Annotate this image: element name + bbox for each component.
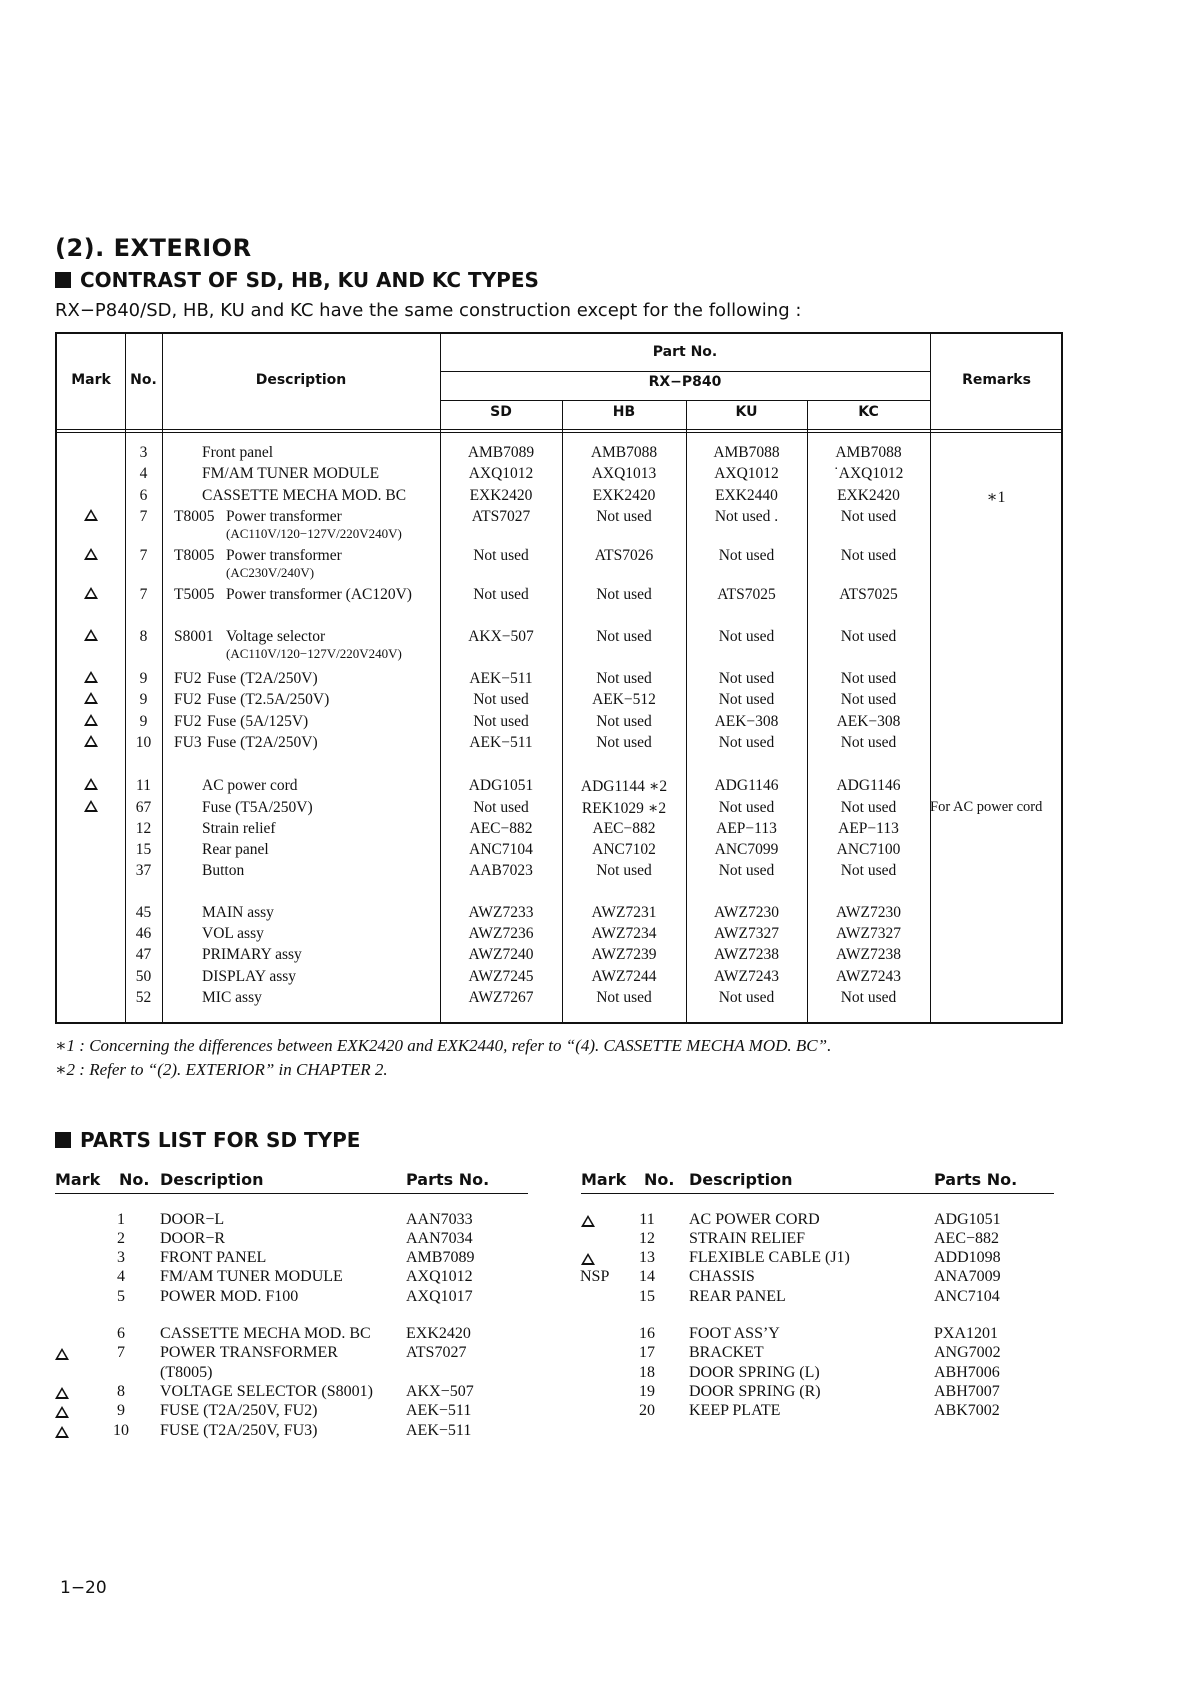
- ku-cell: Not used: [718, 547, 775, 564]
- description-cell: AC POWER CORD: [689, 1211, 820, 1228]
- no-cell: 67: [135, 799, 152, 816]
- kc-cell: EXK2420: [837, 487, 900, 504]
- parts-header-rule: [581, 1193, 1054, 1194]
- parts-no-cell: AMB7089: [406, 1249, 475, 1266]
- description-continuation: (AC230V/240V): [226, 565, 315, 580]
- warning-triangle-icon: [581, 1253, 595, 1265]
- parts-no-cell: AXQ1017: [406, 1288, 473, 1305]
- parts-header-rule: [55, 1193, 528, 1194]
- ku-cell: Not used: [718, 862, 775, 879]
- parts-no-cell: ABK7002: [934, 1402, 1000, 1419]
- no-cell: 6: [139, 487, 148, 504]
- description-cell: FRONT PANEL: [160, 1249, 267, 1266]
- description-cell: Fuse (T2A/250V): [207, 734, 318, 751]
- kc-cell: AWZ7238: [835, 946, 902, 963]
- kc-cell: AEP−113: [838, 820, 899, 837]
- hb-cell: Not used: [596, 586, 652, 603]
- no-cell: 7: [139, 547, 148, 564]
- parts-no-cell: ADG1051: [934, 1211, 1001, 1228]
- kc-cell: Not used: [840, 799, 897, 816]
- no-cell: 37: [135, 862, 152, 879]
- description-cell: Rear panel: [202, 841, 269, 858]
- description-cell: DOOR−R: [160, 1230, 226, 1247]
- ku-cell: EXK2440: [715, 487, 778, 504]
- header-description: Description: [255, 372, 347, 388]
- no-cell: 8: [117, 1383, 125, 1400]
- no-cell: 9: [139, 713, 148, 730]
- sd-cell: AWZ7233: [468, 904, 534, 921]
- warning-triangle-icon: [84, 800, 98, 812]
- description-cell: Button: [202, 862, 245, 879]
- parts-header-parts-no: Parts No.: [934, 1170, 1018, 1189]
- description-cell: Fuse (T2A/250V): [207, 670, 318, 687]
- description-cell: Voltage selector: [226, 628, 326, 645]
- mark-cell: [57, 586, 125, 604]
- mark-cell: NSP: [580, 1268, 610, 1285]
- ku-cell: AWZ7243: [713, 968, 780, 985]
- header-part-no: Part No.: [652, 344, 718, 360]
- description-cell: (T8005): [160, 1364, 213, 1381]
- ku-cell: AXQ1012: [714, 465, 779, 482]
- table-row: [57, 628, 1061, 661]
- no-cell: 47: [135, 946, 152, 963]
- no-cell: 17: [639, 1344, 655, 1361]
- no-cell: 7: [139, 586, 148, 603]
- header-mark: Mark: [71, 372, 111, 388]
- table-row: [57, 989, 1061, 1011]
- sd-cell: AAB7023: [469, 862, 533, 879]
- no-cell: 18: [639, 1364, 655, 1381]
- table-row: [57, 777, 1061, 799]
- no-cell: 12: [639, 1230, 655, 1247]
- hb-cell: AWZ7239: [591, 946, 657, 963]
- sd-cell: AXQ1012: [468, 465, 534, 482]
- mark-cell: [57, 547, 125, 565]
- description-cell: Front panel: [202, 444, 274, 461]
- no-cell: 7: [117, 1344, 125, 1361]
- ku-cell: AWZ7238: [713, 946, 780, 963]
- table-row: [57, 820, 1061, 842]
- table-rule: [57, 432, 1061, 433]
- table-rule: [440, 400, 930, 401]
- parts-no-cell: AEK−511: [406, 1402, 472, 1419]
- warning-triangle-icon: [84, 671, 98, 683]
- description-cell: FOOT ASS’Y: [689, 1325, 780, 1342]
- mark-cell: [57, 734, 125, 752]
- no-cell: 3: [139, 444, 148, 461]
- sd-cell: AKX−507: [468, 628, 534, 645]
- ku-cell: Not used .: [714, 508, 779, 525]
- kc-cell: ATS7025: [839, 586, 898, 603]
- sd-cell: AWZ7267: [468, 989, 534, 1006]
- description-cell: DOOR−L: [160, 1211, 225, 1228]
- table-row: [57, 508, 1061, 541]
- kc-cell: ADG1146: [836, 777, 901, 794]
- table-row: [57, 862, 1061, 884]
- header-ku: KU: [735, 404, 758, 420]
- table-row: [57, 799, 1061, 821]
- parts-no-cell: ATS7027: [406, 1344, 467, 1361]
- page-number: 1−20: [60, 1578, 107, 1598]
- ku-cell: Not used: [718, 799, 775, 816]
- parts-no-cell: ABH7006: [934, 1364, 1000, 1381]
- hb-cell: EXK2420: [592, 487, 656, 504]
- table-row: [57, 586, 1061, 608]
- no-cell: 8: [139, 628, 148, 645]
- warning-triangle-icon: [84, 629, 98, 641]
- description-cell: POWER TRANSFORMER: [160, 1344, 338, 1361]
- description-cell: FUSE (T2A/250V, FU2): [160, 1402, 318, 1419]
- ref-cell: FU2: [174, 713, 202, 730]
- mark-cell: [55, 1347, 69, 1365]
- ref-cell: T8005: [174, 508, 215, 525]
- intro-text: RX−P840/SD, HB, KU and KC have the same construction except for the following :: [55, 300, 802, 321]
- table-row: [57, 670, 1061, 692]
- no-cell: 11: [639, 1211, 655, 1228]
- hb-cell: AEK−512: [592, 691, 656, 708]
- footnotes: [55, 1034, 831, 1082]
- parts-no-cell: AEK−511: [406, 1422, 472, 1439]
- sd-cell: ADG1051: [468, 777, 534, 794]
- sd-cell: Not used: [473, 691, 529, 708]
- description-cell: Fuse (5A/125V): [207, 713, 309, 730]
- parts-no-cell: AEC−882: [934, 1230, 1000, 1247]
- mark-cell: [581, 1214, 595, 1232]
- hb-cell: AEC−882: [592, 820, 656, 837]
- description-cell: FLEXIBLE CABLE (J1): [689, 1249, 850, 1266]
- kc-cell: Not used: [840, 628, 897, 645]
- warning-triangle-icon: [84, 548, 98, 560]
- header-kc: KC: [858, 404, 879, 420]
- no-cell: 9: [117, 1402, 125, 1419]
- hb-cell: Not used: [596, 670, 652, 687]
- sd-cell: AEK−511: [469, 670, 533, 687]
- description-cell: BRACKET: [689, 1344, 764, 1361]
- table-rule: [57, 429, 1061, 430]
- ku-cell: AWZ7230: [713, 904, 780, 921]
- ku-cell: Not used: [718, 628, 775, 645]
- ref-cell: FU2: [174, 691, 202, 708]
- description-cell: Strain relief: [202, 820, 276, 837]
- hb-cell: Not used: [596, 713, 652, 730]
- kc-cell: ˙AXQ1012: [833, 465, 904, 482]
- ref-cell: FU3: [174, 734, 202, 751]
- hb-cell: ANC7102: [592, 841, 656, 858]
- kc-cell: AWZ7230: [835, 904, 902, 921]
- ku-cell: Not used: [718, 734, 775, 751]
- hb-cell: Not used: [596, 734, 652, 751]
- kc-cell: AWZ7243: [835, 968, 902, 985]
- description-cell: VOL assy: [202, 925, 264, 942]
- header-model: RX−P840: [648, 374, 722, 390]
- remarks-cell: ∗1: [986, 489, 1006, 506]
- contrast-title-text: CONTRAST OF SD, HB, KU AND KC TYPES: [80, 268, 539, 292]
- warning-triangle-icon: [84, 778, 98, 790]
- table-row: [57, 444, 1061, 466]
- no-cell: 16: [639, 1325, 655, 1342]
- description-cell: AC power cord: [202, 777, 298, 794]
- parts-no-cell: ANC7104: [934, 1288, 1000, 1305]
- no-cell: 11: [136, 777, 151, 794]
- parts-header-description: Description: [689, 1170, 793, 1189]
- kc-cell: Not used: [840, 508, 897, 525]
- table-row: [57, 946, 1061, 968]
- warning-triangle-icon: [55, 1426, 69, 1438]
- mark-cell: [57, 777, 125, 795]
- ref-cell: T8005: [174, 547, 215, 564]
- description-cell: MAIN assy: [202, 904, 274, 921]
- hb-cell: AWZ7234: [591, 925, 657, 942]
- contrast-title: [55, 268, 539, 292]
- description-cell: FUSE (T2A/250V, FU3): [160, 1422, 318, 1439]
- ref-cell: T5005: [174, 586, 215, 603]
- sd-cell: ATS7027: [471, 508, 531, 525]
- footnote-2: ∗2 : Refer to “(2). EXTERIOR” in CHAPTER 2.: [55, 1060, 388, 1079]
- parts-list-title-text: PARTS LIST FOR SD TYPE: [80, 1128, 361, 1152]
- hb-cell: AWZ7231: [591, 904, 657, 921]
- sd-cell: AWZ7236: [468, 925, 534, 942]
- parts-header-no: No.: [119, 1170, 150, 1189]
- description-continuation: (AC110V/120−127V/220V240V): [226, 646, 402, 661]
- ku-cell: AEK−308: [714, 713, 779, 730]
- table-row: [57, 691, 1061, 713]
- ku-cell: ANC7099: [714, 841, 779, 858]
- parts-header-no: No.: [644, 1170, 675, 1189]
- warning-triangle-icon: [84, 692, 98, 704]
- ref-cell: S8001: [174, 628, 214, 645]
- no-cell: 9: [139, 670, 148, 687]
- kc-cell: ANC7100: [836, 841, 901, 858]
- mark-cell: [55, 1425, 69, 1443]
- hb-cell: AWZ7244: [591, 968, 657, 985]
- description-cell: KEEP PLATE: [689, 1402, 781, 1419]
- mark-cell: [57, 799, 125, 817]
- warning-triangle-icon: [55, 1348, 69, 1360]
- sd-cell: Not used: [473, 713, 529, 730]
- no-cell: 9: [139, 691, 148, 708]
- description-cell: Power transformer: [226, 547, 342, 564]
- table-row: [57, 925, 1061, 947]
- no-cell: 52: [135, 989, 152, 1006]
- description-cell: DOOR SPRING (R): [689, 1383, 821, 1400]
- no-cell: 19: [639, 1383, 655, 1400]
- hb-cell: AXQ1013: [591, 465, 657, 482]
- mark-cell: [55, 1386, 69, 1404]
- mark-cell: [57, 508, 125, 526]
- parts-no-cell: AKX−507: [406, 1383, 474, 1400]
- parts-header-mark: Mark: [581, 1170, 627, 1189]
- description-cell: REAR PANEL: [689, 1288, 786, 1305]
- table-row: [57, 841, 1061, 863]
- description-cell: DISPLAY assy: [202, 968, 297, 985]
- sd-cell: AMB7089: [467, 444, 535, 461]
- description-cell: FM/AM TUNER MODULE: [160, 1268, 343, 1285]
- warning-triangle-icon: [84, 587, 98, 599]
- sd-cell: ANC7104: [469, 841, 533, 858]
- square-bullet-icon: [55, 272, 71, 288]
- mark-cell: [57, 670, 125, 688]
- hb-cell: Not used: [596, 508, 652, 525]
- description-cell: POWER MOD. F100: [160, 1288, 299, 1305]
- no-cell: 4: [139, 465, 148, 482]
- parts-no-cell: ANA7009: [934, 1268, 1001, 1285]
- description-cell: Power transformer (AC120V): [226, 586, 412, 603]
- ref-cell: FU2: [174, 670, 202, 687]
- no-cell: 20: [639, 1402, 655, 1419]
- no-cell: 10: [113, 1422, 129, 1439]
- ku-cell: Not used: [718, 989, 775, 1006]
- description-cell: MIC assy: [202, 989, 262, 1006]
- no-cell: 46: [135, 925, 152, 942]
- sd-cell: AEC−882: [469, 820, 533, 837]
- ku-cell: AMB7088: [713, 444, 780, 461]
- ku-cell: AEP−113: [716, 820, 777, 837]
- description-cell: Power transformer: [226, 508, 342, 525]
- description-cell: CHASSIS: [689, 1268, 755, 1285]
- no-cell: 5: [117, 1288, 125, 1305]
- ku-cell: ADG1146: [714, 777, 779, 794]
- no-cell: 3: [117, 1249, 125, 1266]
- description-cell: PRIMARY assy: [202, 946, 302, 963]
- table-row: [57, 713, 1061, 735]
- hb-cell: Not used: [596, 862, 652, 879]
- description-cell: FM/AM TUNER MODULE: [202, 465, 380, 482]
- section-title: (2). EXTERIOR: [55, 234, 252, 262]
- sd-cell: Not used: [473, 799, 529, 816]
- kc-cell: Not used: [840, 734, 897, 751]
- kc-cell: AWZ7327: [835, 925, 902, 942]
- warning-triangle-icon: [55, 1406, 69, 1418]
- hb-cell: AMB7088: [590, 444, 658, 461]
- kc-cell: AMB7088: [835, 444, 902, 461]
- description-cell: VOLTAGE SELECTOR (S8001): [160, 1383, 373, 1400]
- no-cell: 50: [135, 968, 152, 985]
- sd-cell: AEK−511: [469, 734, 533, 751]
- no-cell: 14: [639, 1268, 655, 1285]
- mark-cell: [57, 628, 125, 646]
- table-row: [57, 465, 1061, 487]
- parts-header-mark: Mark: [55, 1170, 101, 1189]
- description-cell: Fuse (T5A/250V): [202, 799, 313, 816]
- kc-cell: Not used: [840, 547, 897, 564]
- no-cell: 15: [135, 841, 152, 858]
- no-cell: 15: [639, 1288, 655, 1305]
- table-row: [57, 487, 1061, 509]
- parts-no-cell: AAN7034: [406, 1230, 473, 1247]
- ku-cell: ATS7025: [717, 586, 776, 603]
- sd-cell: AWZ7240: [468, 946, 534, 963]
- header-remarks: Remarks: [962, 372, 1031, 388]
- no-cell: 6: [117, 1325, 125, 1342]
- parts-header-description: Description: [160, 1170, 264, 1189]
- parts-no-cell: AXQ1012: [406, 1268, 473, 1285]
- ku-cell: AWZ7327: [713, 925, 780, 942]
- hb-cell: REK1029 ∗2: [581, 800, 667, 817]
- parts-no-cell: ANG7002: [934, 1344, 1001, 1361]
- warning-triangle-icon: [84, 714, 98, 726]
- ku-cell: Not used: [718, 691, 775, 708]
- no-cell: 2: [117, 1230, 125, 1247]
- table-row: [57, 734, 1061, 756]
- footnote-1: ∗1 : Concerning the differences between EXK2420 and EXK2440, refer to “(4). CASSETTE MECHA MOD. BC”.: [55, 1036, 832, 1055]
- header-hb: HB: [612, 404, 636, 420]
- sd-cell: AWZ7245: [468, 968, 534, 985]
- description-continuation: (AC110V/120−127V/220V240V): [226, 526, 402, 541]
- parts-list-title: [55, 1128, 360, 1152]
- warning-triangle-icon: [84, 735, 98, 747]
- warning-triangle-icon: [84, 509, 98, 521]
- description-cell: CASSETTE MECHA MOD. BC: [202, 487, 407, 504]
- table-row: [57, 547, 1061, 580]
- no-cell: 4: [117, 1268, 125, 1285]
- mark-cell: [57, 691, 125, 709]
- kc-cell: Not used: [840, 862, 897, 879]
- parts-no-cell: ABH7007: [934, 1383, 1000, 1400]
- description-cell: STRAIN RELIEF: [689, 1230, 805, 1247]
- warning-triangle-icon: [55, 1387, 69, 1399]
- sd-cell: Not used: [473, 586, 529, 603]
- parts-no-cell: EXK2420: [406, 1325, 471, 1342]
- hb-cell: Not used: [596, 989, 652, 1006]
- kc-cell: Not used: [840, 670, 897, 687]
- hb-cell: Not used: [596, 628, 652, 645]
- table-rule: [440, 371, 930, 372]
- header-no: No.: [130, 372, 157, 388]
- description-cell: CASSETTE MECHA MOD. BC: [160, 1325, 371, 1342]
- warning-triangle-icon: [581, 1215, 595, 1227]
- parts-no-cell: AAN7033: [406, 1211, 473, 1228]
- parts-no-cell: ADD1098: [934, 1249, 1001, 1266]
- hb-cell: ADG1144 ∗2: [580, 778, 668, 795]
- no-cell: 12: [135, 820, 152, 837]
- contrast-table: [55, 332, 1063, 1024]
- remarks-cell: For AC power cord: [930, 799, 1043, 815]
- sd-cell: EXK2420: [469, 487, 533, 504]
- kc-cell: Not used: [840, 989, 897, 1006]
- ku-cell: Not used: [718, 670, 775, 687]
- parts-no-cell: PXA1201: [934, 1325, 999, 1342]
- no-cell: 1: [117, 1211, 125, 1228]
- mark-cell: [55, 1405, 69, 1423]
- sd-cell: Not used: [473, 547, 529, 564]
- no-cell: 45: [135, 904, 152, 921]
- no-cell: 13: [639, 1249, 655, 1266]
- no-cell: 7: [139, 508, 148, 525]
- square-bullet-icon: [55, 1132, 71, 1148]
- header-sd: SD: [490, 404, 512, 420]
- kc-cell: Not used: [840, 691, 897, 708]
- table-row: [57, 968, 1061, 990]
- description-cell: Fuse (T2.5A/250V): [207, 691, 330, 708]
- no-cell: 10: [135, 734, 152, 751]
- mark-cell: [57, 713, 125, 731]
- hb-cell: ATS7026: [594, 547, 654, 564]
- table-row: [57, 904, 1061, 926]
- kc-cell: AEK−308: [836, 713, 901, 730]
- description-cell: DOOR SPRING (L): [689, 1364, 820, 1381]
- parts-header-parts-no: Parts No.: [406, 1170, 490, 1189]
